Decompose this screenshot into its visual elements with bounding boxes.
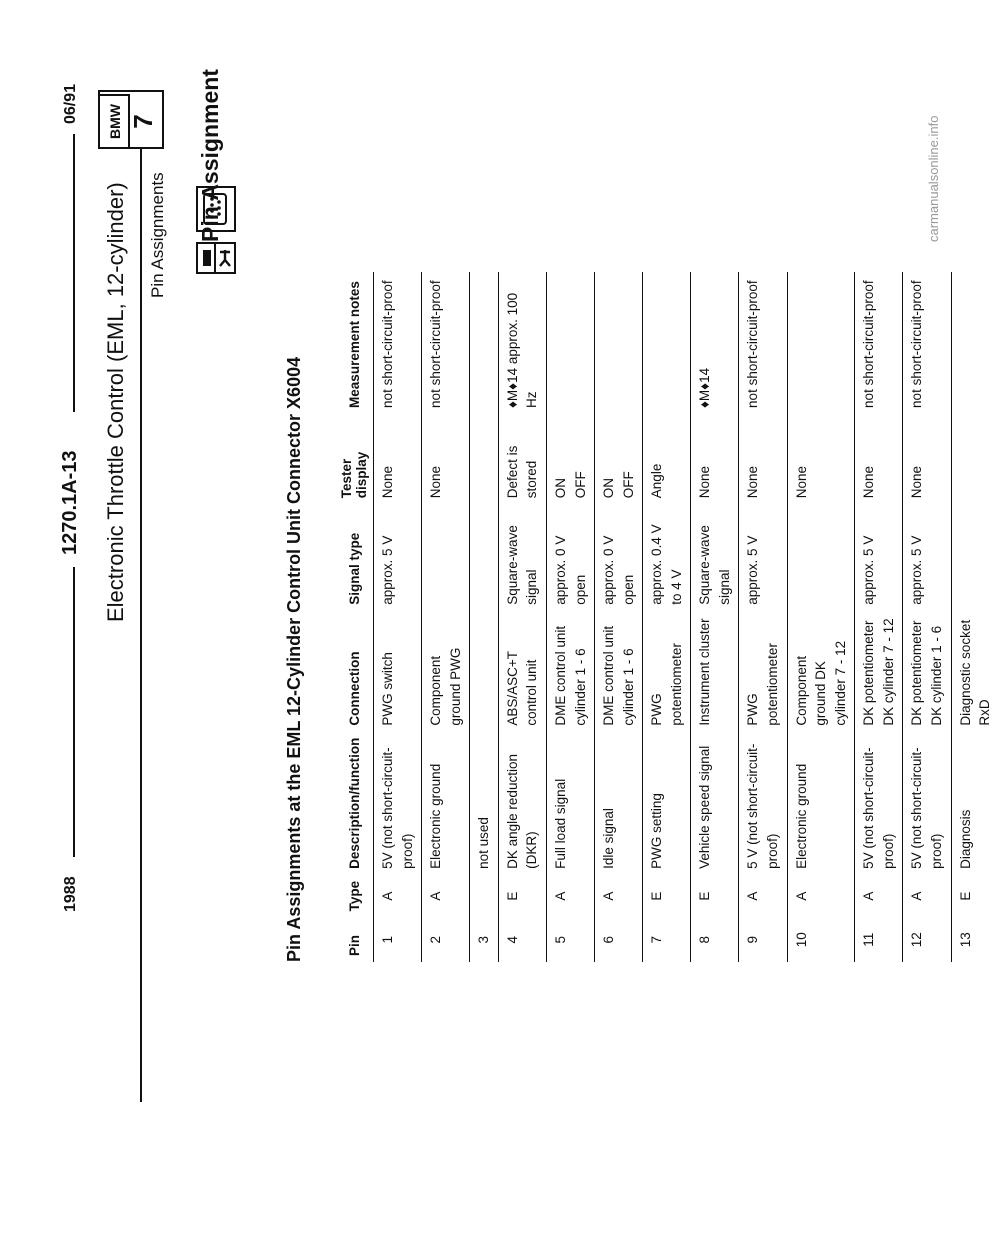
col-signal-type: Signal type (346, 532, 362, 605)
description-cell: 5 V (not short-circuit-proof) (739, 732, 787, 875)
title-rule (140, 92, 142, 1102)
type-cell: A (739, 875, 787, 918)
description-cell: Idle signal (595, 732, 643, 875)
connection-cell: PWG switch (374, 611, 422, 732)
table-row (739, 272, 787, 962)
connection-cell (470, 611, 499, 732)
description-cell: PWG setting (643, 732, 691, 875)
signal-cell: approx. 0 V open (595, 504, 643, 611)
type-cell: A (422, 875, 470, 918)
table-row (498, 272, 546, 962)
socket-icon (214, 242, 236, 274)
table-row (787, 272, 855, 962)
table-row (374, 272, 422, 962)
description-cell: 5V (not short-circuit-proof) (374, 732, 422, 875)
header-code: 1270.1A-13 (59, 450, 81, 555)
pin-cell: 7 (643, 917, 691, 962)
pin-table (337, 272, 999, 962)
table-row (546, 272, 594, 962)
tester-cell: None (422, 414, 470, 504)
signal-cell: approx. 5 V (739, 504, 787, 611)
tester-cell: None (787, 414, 855, 504)
signal-cell: approx. 0 V open (546, 504, 594, 611)
description-cell: 5V (not short-circuit-proof) (903, 732, 951, 875)
header-year: 1988 (62, 876, 79, 912)
description-cell: Electronic ground (787, 732, 855, 875)
connection-cell: DME control unit cylinder 1 - 6 (595, 611, 643, 732)
pin-cell: 6 (595, 917, 643, 962)
tester-cell: None (903, 414, 951, 504)
type-cell: A (546, 875, 594, 918)
description-cell: DK angle reduction (DKR) (498, 732, 546, 875)
col-measurement-notes: Measurement notes (346, 281, 362, 408)
type-cell: E (951, 875, 999, 918)
tester-cell: ON OFF (546, 414, 594, 504)
watermark: carmanualsonline.info (926, 115, 941, 242)
signal-cell: Square-wave signal (498, 504, 546, 611)
type-cell: A (595, 875, 643, 918)
notes-cell (470, 272, 499, 414)
description-cell: not used (470, 732, 499, 875)
description-cell: Vehicle speed signal (691, 732, 739, 875)
pin-cell: 3 (470, 917, 499, 962)
connection-cell: Component ground PWG (422, 611, 470, 732)
notes-cell: not short-circuit-proof (374, 272, 422, 414)
tester-cell: None (739, 414, 787, 504)
notes-cell (787, 272, 855, 414)
tester-cell (470, 414, 499, 504)
tester-cell: Defect is stored (498, 414, 546, 504)
page-subtitle: Pin Assignments (148, 172, 167, 298)
type-cell: E (643, 875, 691, 918)
tester-cell (951, 414, 999, 504)
description-cell: Electronic ground (422, 732, 470, 875)
notes-cell: ♦M♦14 (691, 272, 739, 414)
table-header-row (337, 272, 374, 962)
connection-cell: PWG potentiometer (643, 611, 691, 732)
signal-cell (787, 504, 855, 611)
page-title: Electronic Throttle Control (EML, 12-cylinder) (103, 182, 128, 622)
connection-cell: Component ground DK cylinder 7 - 12 (787, 611, 855, 732)
description-cell: Diagnosis (951, 732, 999, 875)
signal-cell: approx. 0.4 V to 4 V (643, 504, 691, 611)
notes-cell: not short-circuit-proof (422, 272, 470, 414)
col-pin: Pin (346, 934, 362, 956)
pin-cell: 11 (855, 917, 903, 962)
type-cell: A (374, 875, 422, 918)
pin-cell: 9 (739, 917, 787, 962)
pin-cell: 1 (374, 917, 422, 962)
table-row (951, 272, 999, 962)
signal-cell: approx. 5 V (903, 504, 951, 611)
notes-cell (951, 272, 999, 414)
table-row (903, 272, 951, 962)
table-row (422, 272, 470, 962)
notes-cell: not short-circuit-proof (855, 272, 903, 414)
type-cell: A (855, 875, 903, 918)
connection-cell: DME control unit cylinder 1 - 6 (546, 611, 594, 732)
connection-cell: ABS/ASC+T control unit (498, 611, 546, 732)
notes-cell (595, 272, 643, 414)
type-cell: E (498, 875, 546, 918)
table-row (691, 272, 739, 962)
tester-cell: None (374, 414, 422, 504)
description-cell: 5V (not short-circuit-proof) (855, 732, 903, 875)
signal-cell (951, 504, 999, 611)
tester-cell: None (855, 414, 903, 504)
col-tester-display: Tester display (339, 451, 369, 499)
notes-cell (643, 272, 691, 414)
pin-cell: 2 (422, 917, 470, 962)
header-date: 06/91 (62, 83, 79, 124)
pin-cell: 8 (691, 917, 739, 962)
table-row (470, 272, 499, 962)
type-cell: A (903, 875, 951, 918)
header-rule-left (73, 567, 75, 857)
connection-cell: Instrument cluster (691, 611, 739, 732)
description-cell: Full load signal (546, 732, 594, 875)
signal-cell (422, 504, 470, 611)
header-rule-right (73, 134, 75, 412)
signal-cell (470, 504, 499, 611)
bmw-logo: BMW (98, 94, 130, 149)
signal-cell: approx. 5 V (855, 504, 903, 611)
connection-cell: PWG potentiometer (739, 611, 787, 732)
col-type: Type (346, 880, 362, 912)
pin-cell: 10 (787, 917, 855, 962)
pin-cell: 13 (951, 917, 999, 962)
table-row (855, 272, 903, 962)
table-row (643, 272, 691, 962)
connection-cell: DK potentiometer DK cylinder 7 - 12 (855, 611, 903, 732)
notes-cell: ♦M♦14 approx. 100 Hz (498, 272, 546, 414)
tester-cell: None (691, 414, 739, 504)
connection-cell: DK potentiometer DK cylinder 1 - 6 (903, 611, 951, 732)
pin-cell: 12 (903, 917, 951, 962)
pin-cell: 4 (498, 917, 546, 962)
type-cell (470, 875, 499, 918)
col-description: Description/function (346, 737, 362, 869)
type-cell: E (691, 875, 739, 918)
section-title: Pin Assignment (197, 69, 223, 242)
tester-cell: Angle (643, 414, 691, 504)
tester-cell: ON OFF (595, 414, 643, 504)
table-title: Pin Assignments at the EML 12-Cylinder Control Unit Connector X6004 (284, 356, 304, 962)
pin-cell: 5 (546, 917, 594, 962)
notes-cell: not short-circuit-proof (903, 272, 951, 414)
col-connection: Connection (346, 651, 362, 726)
type-cell: A (787, 875, 855, 918)
model-number: 7 (128, 114, 158, 129)
table-row (595, 272, 643, 962)
notes-cell: not short-circuit-proof (739, 272, 787, 414)
signal-cell: Square-wave signal (691, 504, 739, 611)
connection-cell: Diagnostic socket RxD (951, 611, 999, 732)
notes-cell (546, 272, 594, 414)
signal-cell: approx. 5 V (374, 504, 422, 611)
